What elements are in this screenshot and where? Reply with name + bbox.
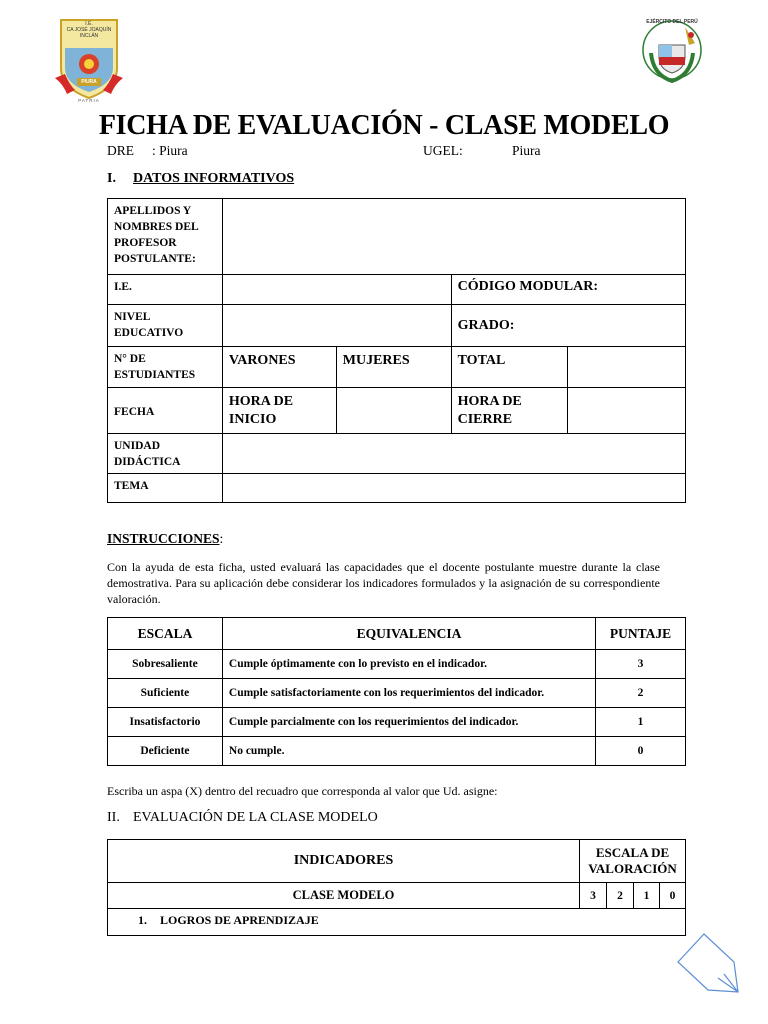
crest-text-1: I.E. <box>85 21 93 27</box>
evaluation-table <box>107 839 686 936</box>
label-apellidos: APELLIDOS Y NOMBRES DEL PROFESOR POSTULANTE: <box>108 199 223 275</box>
scale-header-escala: ESCALA <box>108 618 223 650</box>
instructions-text: Con la ayuda de esta ficha, usted evaluará las capacidades que el docente postulante muestre durante la clase demostrativa. Para su aplicación debe considerar los indicadores formulados y la asignación de su correspondiente valoración. <box>107 560 660 606</box>
scale-escala: Suficiente <box>108 679 223 708</box>
scale-equivalencia: Cumple satisfactoriamente con los requerimientos del indicador. <box>222 679 595 708</box>
scale-header-equivalencia: EQUIVALENCIA <box>222 618 595 650</box>
field-total[interactable] <box>568 347 686 388</box>
scale-equivalencia: Cumple óptimamente con lo previsto en el indicador. <box>222 650 595 679</box>
field-hora-inicio[interactable] <box>336 388 451 434</box>
scale-puntaje: 1 <box>596 708 686 737</box>
scale-escala: Insatisfactorio <box>108 708 223 737</box>
header-indicadores: INDICADORES <box>108 840 580 883</box>
label-nivel: NIVEL EDUCATIVO <box>108 305 223 347</box>
dre-value: : Piura <box>152 143 188 158</box>
crest-ribbon: PIURA <box>81 79 97 85</box>
crest-bottom-text: PATRIA <box>78 98 100 103</box>
label-estudiantes: N° DE ESTUDIANTES <box>108 347 223 388</box>
field-nivel[interactable] <box>222 305 451 347</box>
label-tema: TEMA <box>108 474 223 503</box>
label-hora-cierre: HORA DE CIERRE <box>451 388 568 434</box>
scale-puntaje: 3 <box>596 650 686 679</box>
label-total: TOTAL <box>451 347 568 388</box>
scale-equivalencia: Cumple parcialmente con los requerimientos del indicador. <box>222 708 595 737</box>
page-title: FICHA DE EVALUACIÓN - CLASE MODELO <box>98 110 670 141</box>
scale-table <box>107 617 686 766</box>
ugel-value: Piura <box>512 143 541 158</box>
label-fecha: FECHA <box>108 388 223 434</box>
item-logros-label: LOGROS DE APRENDIZAJE <box>160 913 319 927</box>
school-crest-logo <box>55 18 123 104</box>
scale-puntaje: 2 <box>596 679 686 708</box>
scale-puntaje: 0 <box>596 737 686 766</box>
item-logros <box>108 909 686 936</box>
army-crest-text: EJÉRCITO DEL PERÚ <box>646 19 698 25</box>
instructions-colon: : <box>219 531 224 546</box>
field-apellidos[interactable] <box>222 199 685 275</box>
instruction-note: Escriba un aspa (X) dentro del recuadro que corresponda al valor que Ud. asigne: <box>107 784 498 798</box>
field-hora-cierre[interactable] <box>568 388 686 434</box>
label-ie: I.E. <box>108 275 223 305</box>
header-escala-valoracion: ESCALA DE VALORACIÓN <box>580 840 686 883</box>
field-unidad[interactable] <box>222 434 685 474</box>
row-clase-modelo: CLASE MODELO <box>108 883 580 909</box>
scale-value-0: 0 <box>659 883 685 909</box>
label-grado: GRADO: <box>451 305 685 347</box>
crest-text-3: INCLÁN <box>79 33 99 39</box>
item-logros-number: 1. <box>138 913 147 927</box>
scale-value-3: 3 <box>580 883 607 909</box>
section1-number: I. <box>107 171 116 186</box>
ugel-label: UGEL: <box>423 143 463 158</box>
field-ie[interactable] <box>222 275 451 305</box>
instructions-heading <box>107 531 223 547</box>
instructions-title: INSTRUCCIONES <box>107 531 220 546</box>
scale-value-2: 2 <box>607 883 634 909</box>
scale-value-1: 1 <box>634 883 660 909</box>
army-crest-logo <box>639 17 705 87</box>
army-crest-icon <box>639 17 705 87</box>
label-hora-inicio: HORA DE INICIO <box>222 388 336 434</box>
label-mujeres: MUJERES <box>336 347 451 388</box>
label-codigo-modular: CÓDIGO MODULAR: <box>451 275 685 305</box>
field-tema[interactable] <box>222 474 685 503</box>
scale-equivalencia: No cumple. <box>222 737 595 766</box>
pencil-icon <box>676 932 740 996</box>
section2-number: II. <box>107 810 120 825</box>
scale-escala: Deficiente <box>108 737 223 766</box>
section2-title: EVALUACIÓN DE LA CLASE MODELO <box>133 810 378 825</box>
scale-escala: Sobresaliente <box>108 650 223 679</box>
crest-text-2: CA JOSÉ JOAQUÍN <box>66 27 112 33</box>
dre-label: DRE <box>107 143 134 158</box>
datos-informativos-table <box>107 198 686 503</box>
section1-title: DATOS INFORMATIVOS <box>133 171 295 186</box>
label-unidad: UNIDAD DIDÁCTICA <box>108 434 223 474</box>
label-varones: VARONES <box>222 347 336 388</box>
scale-header-puntaje: PUNTAJE <box>596 618 686 650</box>
